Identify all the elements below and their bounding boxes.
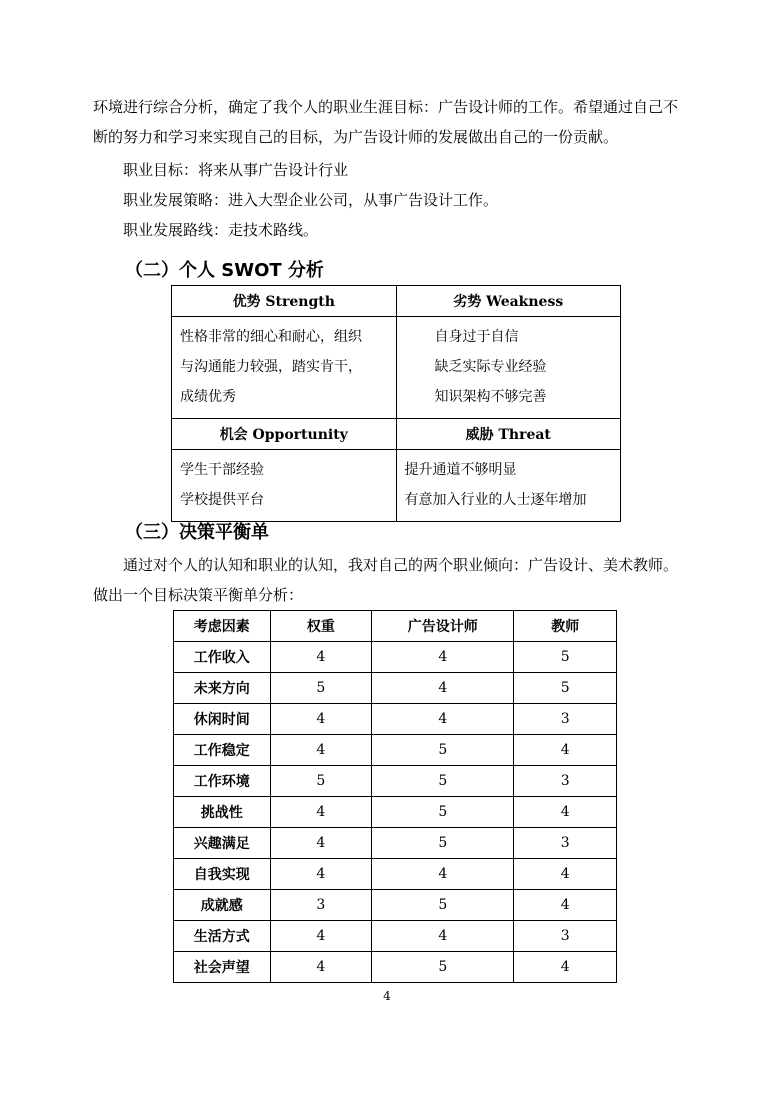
teacher-score: 4 bbox=[514, 797, 617, 828]
career-route: 职业发展路线：走技术路线。 bbox=[123, 221, 319, 239]
factor-cell: 未来方向 bbox=[174, 673, 271, 704]
decision-table bbox=[173, 610, 617, 983]
ad-designer-score: 5 bbox=[372, 735, 514, 766]
weight-cell: 4 bbox=[270, 952, 372, 983]
header-weight: 权重 bbox=[270, 611, 372, 642]
threat-cell bbox=[396, 450, 621, 522]
table-row bbox=[174, 828, 617, 859]
ad-designer-score: 5 bbox=[372, 828, 514, 859]
swot-heading: （二）个人 SWOT 分析 bbox=[125, 260, 324, 281]
table-row bbox=[174, 890, 617, 921]
opportunity-header: 机会 Opportunity bbox=[172, 419, 397, 450]
decision-text-2: 做出一个目标决策平衡单分析： bbox=[93, 586, 304, 604]
table-row bbox=[174, 766, 617, 797]
weight-cell: 4 bbox=[270, 859, 372, 890]
ad-designer-score: 4 bbox=[372, 859, 514, 890]
strength-line: 成绩优秀 bbox=[180, 389, 236, 405]
teacher-score: 3 bbox=[514, 921, 617, 952]
ad-designer-score: 5 bbox=[372, 952, 514, 983]
threat-header: 威胁 Threat bbox=[396, 419, 621, 450]
weakness-line: 知识架构不够完善 bbox=[434, 389, 547, 405]
teacher-score: 5 bbox=[514, 642, 617, 673]
teacher-score: 4 bbox=[514, 859, 617, 890]
intro-line-1: 环境进行综合分析，确定了我个人的职业生涯目标：广告设计师的工作。希望通过自己不 bbox=[93, 98, 679, 116]
table-row bbox=[174, 921, 617, 952]
page-number: 4 bbox=[383, 989, 391, 1003]
factor-cell: 兴趣满足 bbox=[174, 828, 271, 859]
weakness-line: 自身过于自信 bbox=[434, 329, 519, 345]
decision-header-row bbox=[174, 611, 617, 642]
factor-cell: 成就感 bbox=[174, 890, 271, 921]
weight-cell: 4 bbox=[270, 921, 372, 952]
factor-cell: 生活方式 bbox=[174, 921, 271, 952]
weakness-cell bbox=[396, 317, 621, 419]
ad-designer-score: 4 bbox=[372, 921, 514, 952]
decision-text-1: 通过对个人的认知和职业的认知，我对自己的两个职业倾向：广告设计、美术教师。 bbox=[123, 556, 679, 574]
teacher-score: 4 bbox=[514, 890, 617, 921]
strength-line: 与沟通能力较强，踏实肯干， bbox=[180, 359, 362, 375]
career-strategy: 职业发展策略：进入大型企业公司，从事广告设计工作。 bbox=[123, 191, 499, 209]
strength-header: 优势 Strength bbox=[172, 286, 397, 317]
table-row bbox=[174, 735, 617, 766]
table-row bbox=[174, 704, 617, 735]
factor-cell: 休闲时间 bbox=[174, 704, 271, 735]
ad-designer-score: 4 bbox=[372, 673, 514, 704]
factor-cell: 挑战性 bbox=[174, 797, 271, 828]
table-row bbox=[174, 797, 617, 828]
strength-line: 性格非常的细心和耐心，组织 bbox=[180, 329, 362, 345]
factor-cell: 工作收入 bbox=[174, 642, 271, 673]
career-goal: 职业目标：将来从事广告设计行业 bbox=[123, 161, 349, 179]
swot-table bbox=[171, 285, 621, 522]
table-row bbox=[174, 673, 617, 704]
teacher-score: 3 bbox=[514, 828, 617, 859]
table-row bbox=[174, 952, 617, 983]
opportunity-line: 学生干部经验 bbox=[180, 462, 264, 478]
factor-cell: 工作稳定 bbox=[174, 735, 271, 766]
weight-cell: 4 bbox=[270, 735, 372, 766]
factor-cell: 工作环境 bbox=[174, 766, 271, 797]
weakness-header: 劣势 Weakness bbox=[396, 286, 621, 317]
teacher-score: 4 bbox=[514, 952, 617, 983]
teacher-score: 5 bbox=[514, 673, 617, 704]
ad-designer-score: 5 bbox=[372, 766, 514, 797]
weight-cell: 4 bbox=[270, 828, 372, 859]
header-ad-designer: 广告设计师 bbox=[372, 611, 514, 642]
ad-designer-score: 4 bbox=[372, 704, 514, 735]
factor-cell: 社会声望 bbox=[174, 952, 271, 983]
teacher-score: 4 bbox=[514, 735, 617, 766]
factor-cell: 自我实现 bbox=[174, 859, 271, 890]
teacher-score: 3 bbox=[514, 766, 617, 797]
header-teacher: 教师 bbox=[514, 611, 617, 642]
weight-cell: 4 bbox=[270, 797, 372, 828]
opportunity-cell bbox=[172, 450, 397, 522]
ad-designer-score: 5 bbox=[372, 890, 514, 921]
weight-cell: 5 bbox=[270, 673, 372, 704]
table-row bbox=[174, 859, 617, 890]
threat-line: 有意加入行业的人士逐年增加 bbox=[404, 492, 587, 508]
table-row bbox=[174, 642, 617, 673]
ad-designer-score: 5 bbox=[372, 797, 514, 828]
ad-designer-score: 4 bbox=[372, 642, 514, 673]
strength-cell bbox=[172, 317, 397, 419]
opportunity-line: 学校提供平台 bbox=[180, 492, 264, 508]
decision-heading: （三）决策平衡单 bbox=[125, 522, 269, 543]
header-factor: 考虑因素 bbox=[174, 611, 271, 642]
threat-line: 提升通道不够明显 bbox=[404, 462, 517, 478]
intro-line-2: 断的努力和学习来实现自己的目标，为广告设计师的发展做出自己的一份贡献。 bbox=[93, 128, 619, 146]
teacher-score: 3 bbox=[514, 704, 617, 735]
weight-cell: 4 bbox=[270, 704, 372, 735]
weight-cell: 4 bbox=[270, 642, 372, 673]
weight-cell: 3 bbox=[270, 890, 372, 921]
weight-cell: 5 bbox=[270, 766, 372, 797]
weakness-line: 缺乏实际专业经验 bbox=[434, 359, 547, 375]
